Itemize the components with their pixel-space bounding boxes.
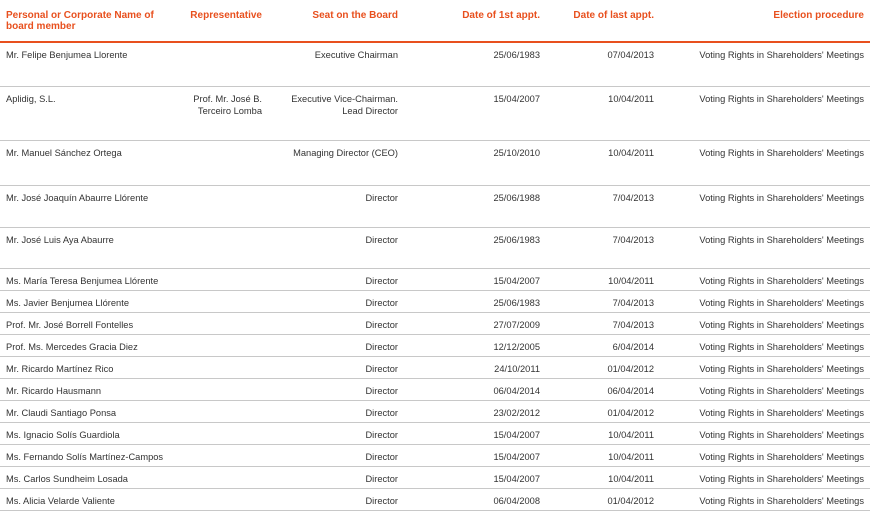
table-row	[0, 401, 870, 423]
cell-seat: Director	[268, 445, 404, 467]
cell-name: Ms. Javier Benjumea Llórente	[0, 291, 180, 313]
cell-representative	[180, 489, 268, 511]
cell-name: Ms. Carlos Sundheim Losada	[0, 467, 180, 489]
table-row	[0, 313, 870, 335]
cell-seat: Director	[268, 313, 404, 335]
header-name: Personal or Corporate Name of board member	[0, 0, 180, 42]
cell-last-appt: 10/04/2011	[546, 141, 660, 186]
cell-last-appt: 10/04/2011	[546, 269, 660, 291]
cell-procedure: Voting Rights in Shareholders' Meetings	[660, 87, 870, 141]
cell-representative	[180, 291, 268, 313]
cell-first-appt: 27/07/2009	[404, 313, 546, 335]
cell-last-appt: 10/04/2011	[546, 445, 660, 467]
table-row	[0, 357, 870, 379]
cell-representative	[180, 357, 268, 379]
cell-first-appt: 23/02/2012	[404, 401, 546, 423]
cell-first-appt: 15/04/2007	[404, 87, 546, 141]
cell-first-appt: 25/06/1988	[404, 186, 546, 228]
cell-representative	[180, 335, 268, 357]
cell-seat: Director	[268, 335, 404, 357]
cell-first-appt: 12/12/2005	[404, 335, 546, 357]
cell-name: Prof. Mr. José Borrell Fontelles	[0, 313, 180, 335]
cell-last-appt: 01/04/2012	[546, 357, 660, 379]
header-representative: Representative	[180, 0, 268, 42]
cell-last-appt: 7/04/2013	[546, 291, 660, 313]
cell-procedure: Voting Rights in Shareholders' Meetings	[660, 489, 870, 511]
cell-first-appt: 25/06/1983	[404, 228, 546, 269]
table-row	[0, 489, 870, 511]
cell-first-appt: 06/04/2008	[404, 489, 546, 511]
cell-first-appt: 15/04/2007	[404, 467, 546, 489]
header-last-appt: Date of last appt.	[546, 0, 660, 42]
cell-procedure: Voting Rights in Shareholders' Meetings	[660, 401, 870, 423]
cell-seat: Director	[268, 228, 404, 269]
cell-representative	[180, 228, 268, 269]
cell-last-appt: 01/04/2012	[546, 401, 660, 423]
cell-seat: Director	[268, 186, 404, 228]
cell-name: Mr. José Luis Aya Abaurre	[0, 228, 180, 269]
header-seat: Seat on the Board	[268, 0, 404, 42]
cell-name: Mr. Ricardo Hausmann	[0, 379, 180, 401]
cell-last-appt: 10/04/2011	[546, 423, 660, 445]
cell-seat: Managing Director (CEO)	[268, 141, 404, 186]
cell-representative	[180, 269, 268, 291]
table-row	[0, 42, 870, 87]
cell-procedure: Voting Rights in Shareholders' Meetings	[660, 291, 870, 313]
table-row	[0, 445, 870, 467]
cell-representative	[180, 467, 268, 489]
cell-first-appt: 15/04/2007	[404, 269, 546, 291]
cell-last-appt: 10/04/2011	[546, 467, 660, 489]
cell-name: Mr. José Joaquín Abaurre Llórente	[0, 186, 180, 228]
table-row	[0, 335, 870, 357]
cell-first-appt: 25/06/1983	[404, 42, 546, 87]
cell-seat: Director	[268, 401, 404, 423]
cell-first-appt: 24/10/2011	[404, 357, 546, 379]
cell-representative	[180, 423, 268, 445]
table-row	[0, 467, 870, 489]
cell-seat: Director	[268, 379, 404, 401]
table-row	[0, 141, 870, 186]
cell-seat: Director	[268, 269, 404, 291]
cell-last-appt: 7/04/2013	[546, 186, 660, 228]
cell-name: Aplidig, S.L.	[0, 87, 180, 141]
cell-last-appt: 01/04/2012	[546, 489, 660, 511]
cell-last-appt: 07/04/2013	[546, 42, 660, 87]
cell-first-appt: 15/04/2007	[404, 445, 546, 467]
cell-procedure: Voting Rights in Shareholders' Meetings	[660, 186, 870, 228]
table-row	[0, 379, 870, 401]
header-election-procedure: Election procedure	[660, 0, 870, 42]
cell-last-appt: 6/04/2014	[546, 335, 660, 357]
table-row	[0, 228, 870, 269]
table-row	[0, 269, 870, 291]
cell-seat: Director	[268, 357, 404, 379]
cell-first-appt: 25/06/1983	[404, 291, 546, 313]
cell-name: Ms. María Teresa Benjumea Llórente	[0, 269, 180, 291]
cell-last-appt: 10/04/2011	[546, 87, 660, 141]
cell-procedure: Voting Rights in Shareholders' Meetings	[660, 379, 870, 401]
cell-representative	[180, 313, 268, 335]
cell-procedure: Voting Rights in Shareholders' Meetings	[660, 335, 870, 357]
cell-procedure: Voting Rights in Shareholders' Meetings	[660, 313, 870, 335]
cell-last-appt: 7/04/2013	[546, 313, 660, 335]
cell-procedure: Voting Rights in Shareholders' Meetings	[660, 269, 870, 291]
cell-name: Mr. Claudi Santiago Ponsa	[0, 401, 180, 423]
cell-name: Ms. Fernando Solís Martínez-Campos	[0, 445, 180, 467]
cell-procedure: Voting Rights in Shareholders' Meetings	[660, 357, 870, 379]
cell-name: Prof. Ms. Mercedes Gracia Diez	[0, 335, 180, 357]
cell-representative: Prof. Mr. José B. Terceiro Lomba	[180, 87, 268, 141]
table-row	[0, 423, 870, 445]
cell-name: Mr. Ricardo Martínez Rico	[0, 357, 180, 379]
cell-name: Ms. Ignacio Solís Guardiola	[0, 423, 180, 445]
cell-name: Ms. Alicia Velarde Valiente	[0, 489, 180, 511]
table-row	[0, 87, 870, 141]
cell-representative	[180, 141, 268, 186]
table-row	[0, 186, 870, 228]
cell-procedure: Voting Rights in Shareholders' Meetings	[660, 467, 870, 489]
cell-first-appt: 15/04/2007	[404, 423, 546, 445]
cell-seat: Executive Chairman	[268, 42, 404, 87]
cell-procedure: Voting Rights in Shareholders' Meetings	[660, 42, 870, 87]
cell-representative	[180, 186, 268, 228]
cell-seat: Director	[268, 489, 404, 511]
cell-last-appt: 7/04/2013	[546, 228, 660, 269]
cell-representative	[180, 445, 268, 467]
cell-seat: Executive Vice-Chairman. Lead Director	[268, 87, 404, 141]
cell-representative	[180, 401, 268, 423]
cell-first-appt: 25/10/2010	[404, 141, 546, 186]
cell-seat: Director	[268, 291, 404, 313]
cell-last-appt: 06/04/2014	[546, 379, 660, 401]
cell-first-appt: 06/04/2014	[404, 379, 546, 401]
cell-procedure: Voting Rights in Shareholders' Meetings	[660, 141, 870, 186]
cell-seat: Director	[268, 467, 404, 489]
cell-procedure: Voting Rights in Shareholders' Meetings	[660, 228, 870, 269]
cell-name: Mr. Felipe Benjumea Llorente	[0, 42, 180, 87]
header-first-appt: Date of 1st appt.	[404, 0, 546, 42]
table-row	[0, 291, 870, 313]
cell-representative	[180, 379, 268, 401]
cell-representative	[180, 42, 268, 87]
table-header-row	[0, 0, 870, 42]
cell-procedure: Voting Rights in Shareholders' Meetings	[660, 445, 870, 467]
cell-name: Mr. Manuel Sánchez Ortega	[0, 141, 180, 186]
cell-procedure: Voting Rights in Shareholders' Meetings	[660, 423, 870, 445]
cell-seat: Director	[268, 423, 404, 445]
